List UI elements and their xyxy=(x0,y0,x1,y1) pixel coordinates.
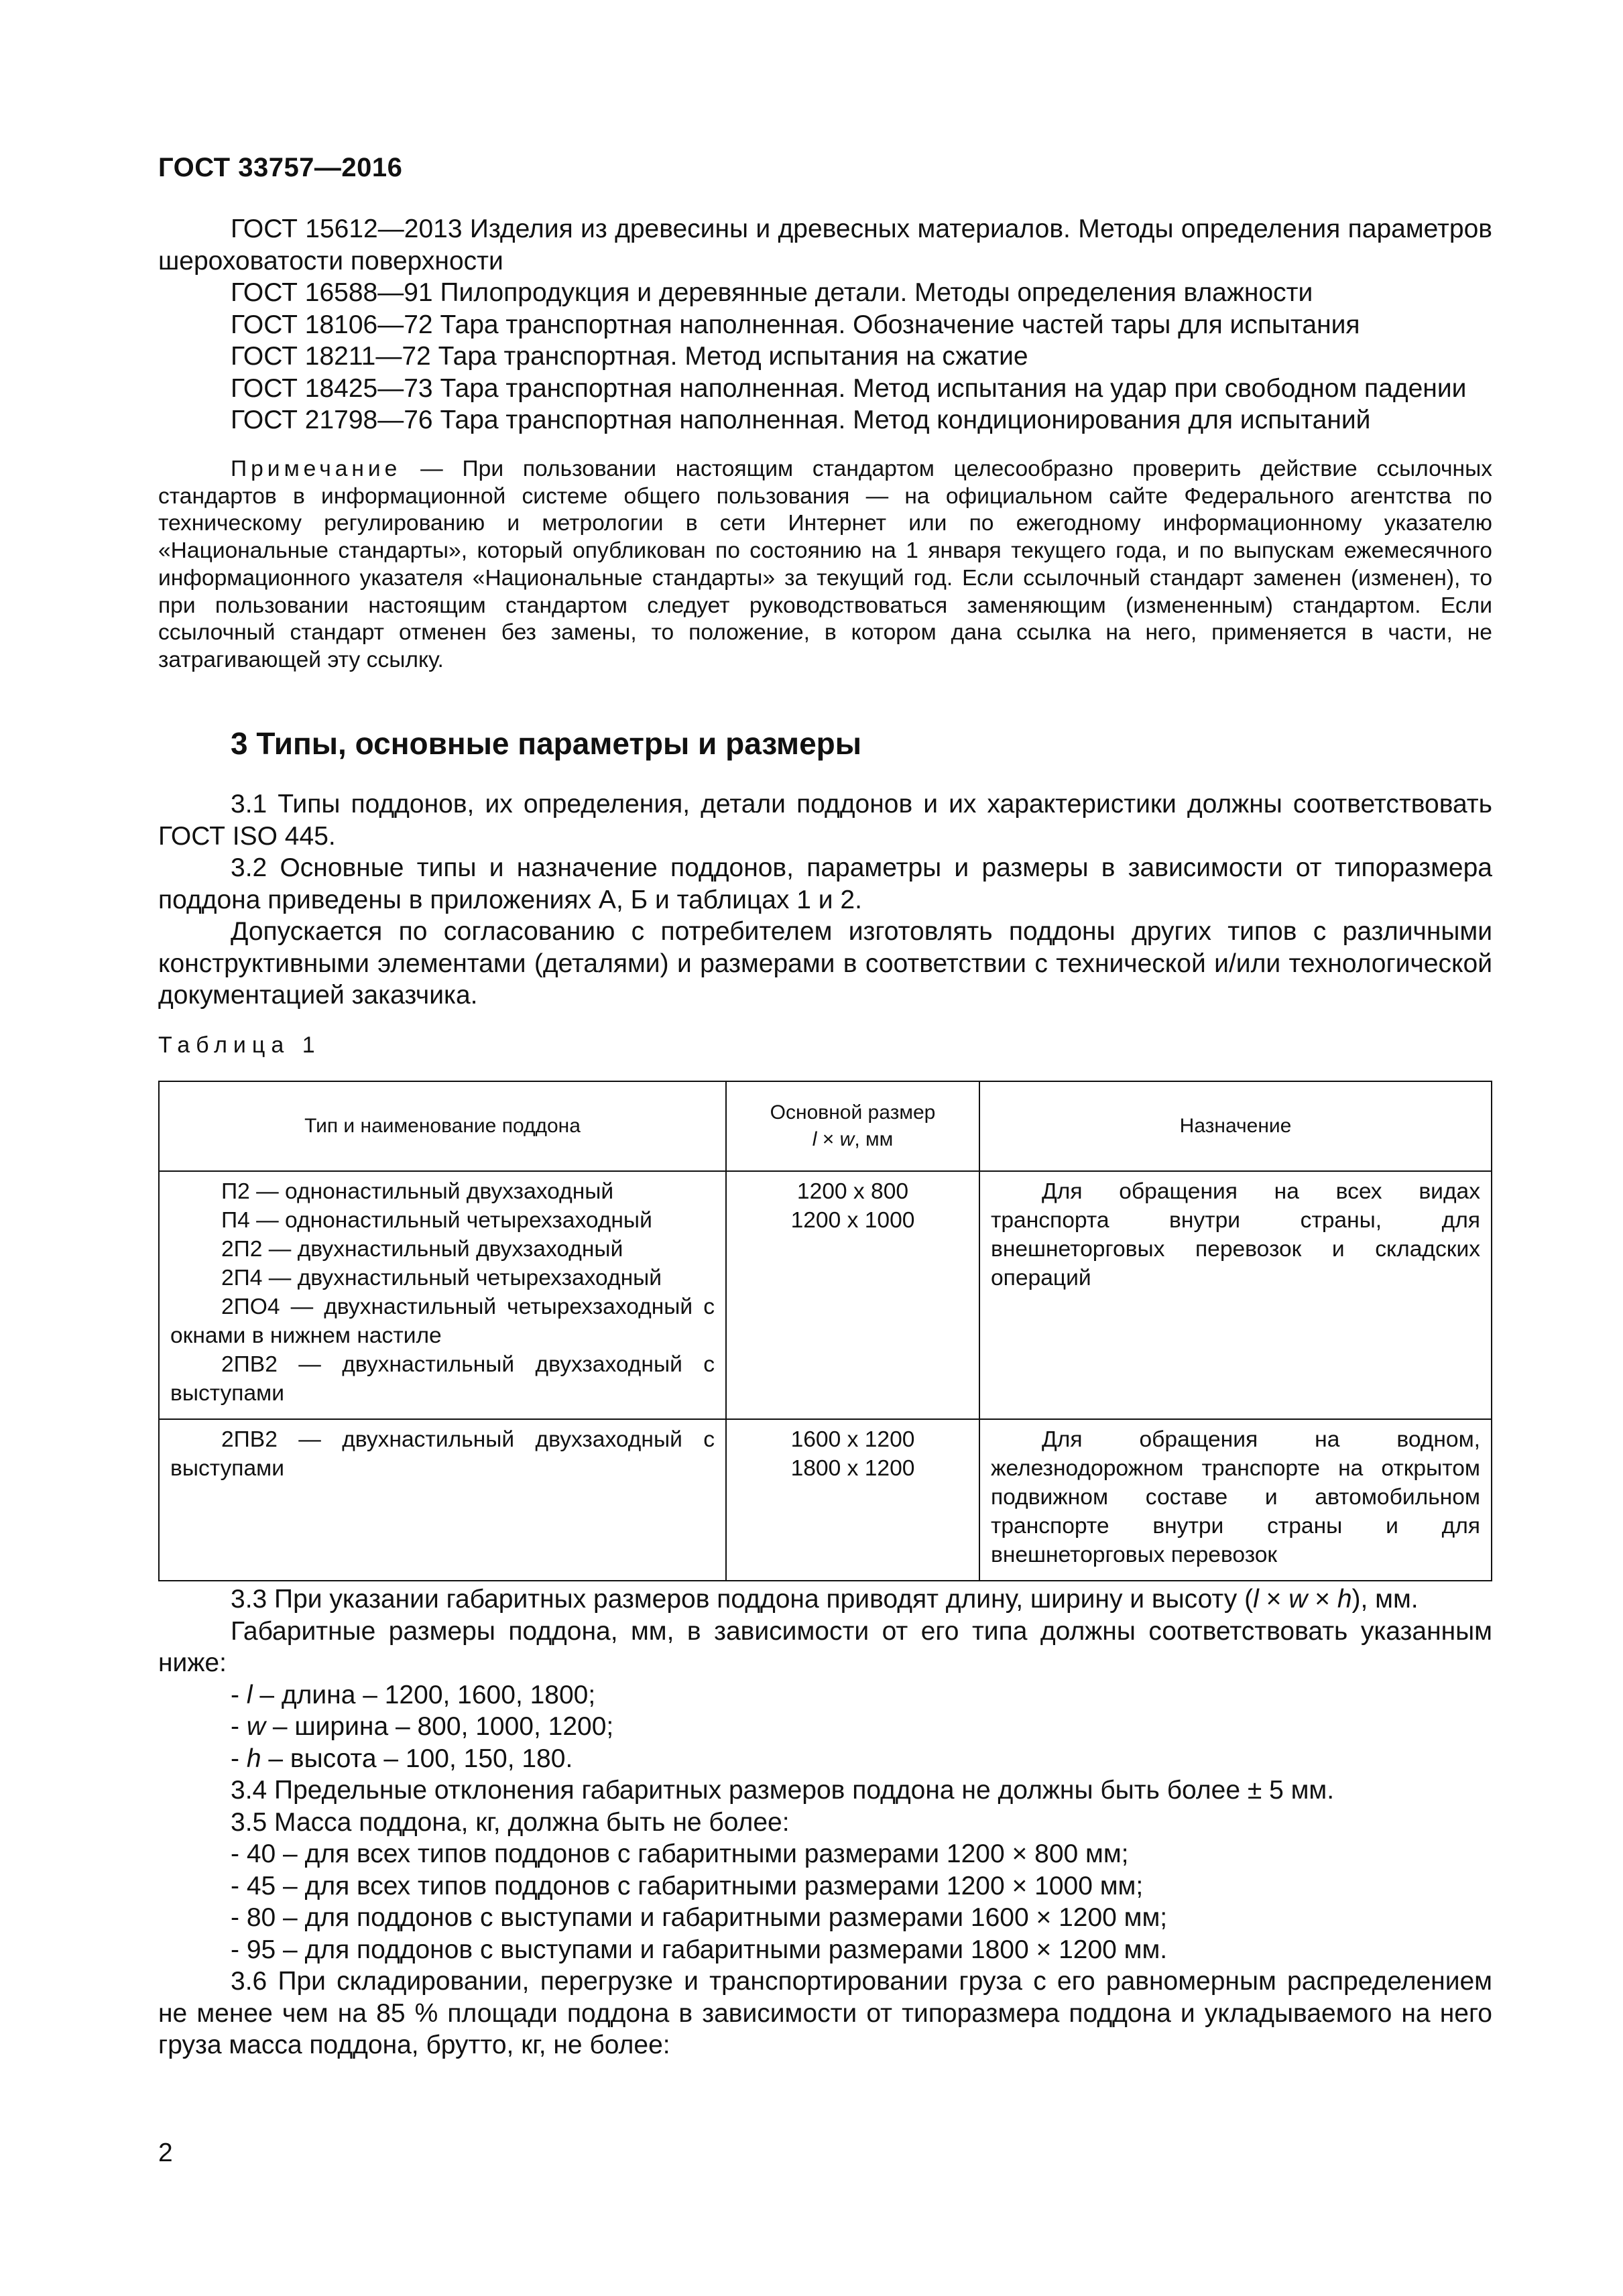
paragraph-3-2: 3.2 Основные типы и назначение поддонов, параметры и размеры в зависимости от типоразмера поддона приведены в приложениях А, Б и таблицах 1 и 2. xyxy=(158,853,1492,914)
paragraph-3-1: 3.1 Типы поддонов, их определения, детали поддонов и их характеристики должны соответствовать ГОСТ ISO 445. xyxy=(158,790,1492,851)
cell-purpose xyxy=(979,1419,1492,1581)
reference-item: ГОСТ 18106—72 Тара транспортная наполненная. Обозначение частей тары для испытания xyxy=(231,310,1360,339)
size-value: 1200 x 1000 xyxy=(790,1208,915,1233)
purpose-text: Для обращения на водном, железнодорожном транспорте на открытом подвижном составе и автомобильном транспорте внутри страны и для внешнеторговых перевозок xyxy=(991,1427,1480,1567)
paragraph-3-4: 3.4 Предельные отклонения габаритных размеров поддона не должны быть более ± 5 мм. xyxy=(231,1776,1335,1805)
reference-item: ГОСТ 16588—91 Пилопродукция и деревянные детали. Методы определения влажности xyxy=(231,278,1313,307)
section-title: 3 Типы, основные параметры и размеры xyxy=(231,726,862,761)
mass-list-item: - 95 – для поддонов с выступами и габаритными размерами 1800 × 1200 мм. xyxy=(231,1935,1168,1964)
paragraph-3-5: 3.5 Масса поддона, кг, должна быть не более: xyxy=(231,1807,790,1837)
table-header-row xyxy=(159,1081,1492,1171)
header-purpose: Назначение xyxy=(979,1081,1492,1171)
pallet-types-table xyxy=(158,1081,1492,1581)
pallet-type-entry: 2П2 — двухнастильный двухзаходный xyxy=(221,1237,623,1262)
header-main-size xyxy=(726,1081,979,1171)
pallet-type-entry: П4 — однонастильный четырехзаходный xyxy=(221,1208,652,1233)
header-main-size-label: Основной размер xyxy=(770,1101,936,1124)
reference-item: ГОСТ 21798—76 Тара транспортная наполненная. Метод кондиционирования для испытаний xyxy=(231,406,1371,434)
dimension-height: - h – высота – 100, 150, 180. xyxy=(231,1744,573,1773)
purpose-text: Для обращения на всех видах транспорта внутри страны, для внешнеторговых перевозок и складских операций xyxy=(991,1179,1480,1290)
cell-main-sizes xyxy=(726,1419,979,1581)
section-body xyxy=(158,788,1492,1012)
mass-list-item: - 40 – для всех типов поддонов с габаритными размерами 1200 × 800 мм; xyxy=(231,1839,1129,1868)
pallet-type-entry: 2ПВ2 — двухнастильный двухзаходный с выступами xyxy=(170,1427,715,1481)
page-number: 2 xyxy=(158,2138,173,2167)
cell-pallet-types xyxy=(159,1171,726,1419)
cell-pallet-types xyxy=(159,1419,726,1581)
size-value: 1600 x 1200 xyxy=(790,1427,915,1452)
mass-list-item: - 80 – для поддонов с выступами и габаритными размерами 1600 × 1200 мм; xyxy=(231,1903,1168,1932)
reference-item: ГОСТ 18425—73 Тара транспортная наполненная. Метод испытания на удар при свободном падении xyxy=(231,373,1467,403)
cell-purpose xyxy=(979,1171,1492,1419)
pallet-type-entry: 2ПО4 — двухнастильный четырехзаходный с окнами в нижнем настиле xyxy=(170,1294,715,1348)
normative-references-list xyxy=(158,213,1492,436)
paragraph-3-2-permission: Допускается по согласованию с потребителем изготовлять поддоны других типов с различными конструктивными элементами (деталями) и размерами в соответствии с технической и/или технологической документацией заказчика. xyxy=(158,917,1492,1010)
size-value: 1200 x 800 xyxy=(796,1179,909,1204)
paragraph-3-3-dimensions: Габаритные размеры поддона, мм, в зависимости от его типа должны соответствовать указанным ниже: xyxy=(158,1616,1492,1677)
dimensions-section xyxy=(158,1583,1492,2061)
pallet-type-entry: 2П4 — двухнастильный четырехзаходный xyxy=(221,1266,662,1290)
table-row xyxy=(159,1171,1492,1419)
dimension-length: - l – длина – 1200, 1600, 1800; xyxy=(231,1680,596,1709)
note-label: Примечание xyxy=(231,457,402,481)
note-text: — При пользовании настоящим стандартом целесообразно проверить действие ссылочных стандартов в информационной системе общего пользования — на официальном сайте Федерального агентства по техническому регулированию и метрологии в сети Интернет или по ежегодному информационному указателю «Национальные стандарты», который опубликован по состоянию на 1 января текущего года, и по выпускам ежемесячного информационного указателя «Национальные стандарты» за текущий год. Если ссылочный стандарт заменен (изменен), то при пользовании настоящим стандартом следует руководствоваться заменяющим (измененным) стандартом. Если ссылочный стандарт отменен без замены, то положение, в котором дана ссылка на него, применяется в части, не затрагивающей эту ссылку. xyxy=(158,457,1492,672)
dimension-width: - w – ширина – 800, 1000, 1200; xyxy=(231,1712,614,1741)
pallet-type-entry: 2ПВ2 — двухнастильный двухзаходный с выступами xyxy=(170,1352,715,1406)
document-code-header: ГОСТ 33757—2016 xyxy=(158,153,403,182)
header-main-size-formula: l × w, мм xyxy=(812,1128,894,1150)
paragraph-3-3: 3.3 При указании габаритных размеров поддона приводят длину, ширину и высоту (l × w × h), мм. xyxy=(231,1585,1419,1614)
size-value: 1800 x 1200 xyxy=(790,1456,915,1481)
pallet-type-entry: П2 — однонастильный двухзаходный xyxy=(221,1179,614,1204)
mass-list-item: - 45 – для всех типов поддонов с габаритными размерами 1200 × 1000 мм; xyxy=(231,1871,1144,1900)
paragraph-3-6: 3.6 При складировании, перегрузке и транспортировании груза с его равномерным распределением не менее чем на 85 % площади поддона в зависимости от типоразмера поддона и укладываемого на него груза масса поддона, брутто, кг, не более: xyxy=(158,1967,1492,2059)
table-caption: Таблица 1 xyxy=(158,1032,321,1058)
note-paragraph xyxy=(158,456,1492,674)
table-row xyxy=(159,1419,1492,1581)
reference-item: ГОСТ 18211—72 Тара транспортная. Метод испытания на сжатие xyxy=(231,342,1028,371)
cell-main-sizes xyxy=(726,1171,979,1419)
reference-item: ГОСТ 15612—2013 Изделия из древесины и древесных материалов. Методы определения параметров шероховатости поверхности xyxy=(158,215,1492,276)
header-pallet-type: Тип и наименование поддона xyxy=(159,1081,726,1171)
